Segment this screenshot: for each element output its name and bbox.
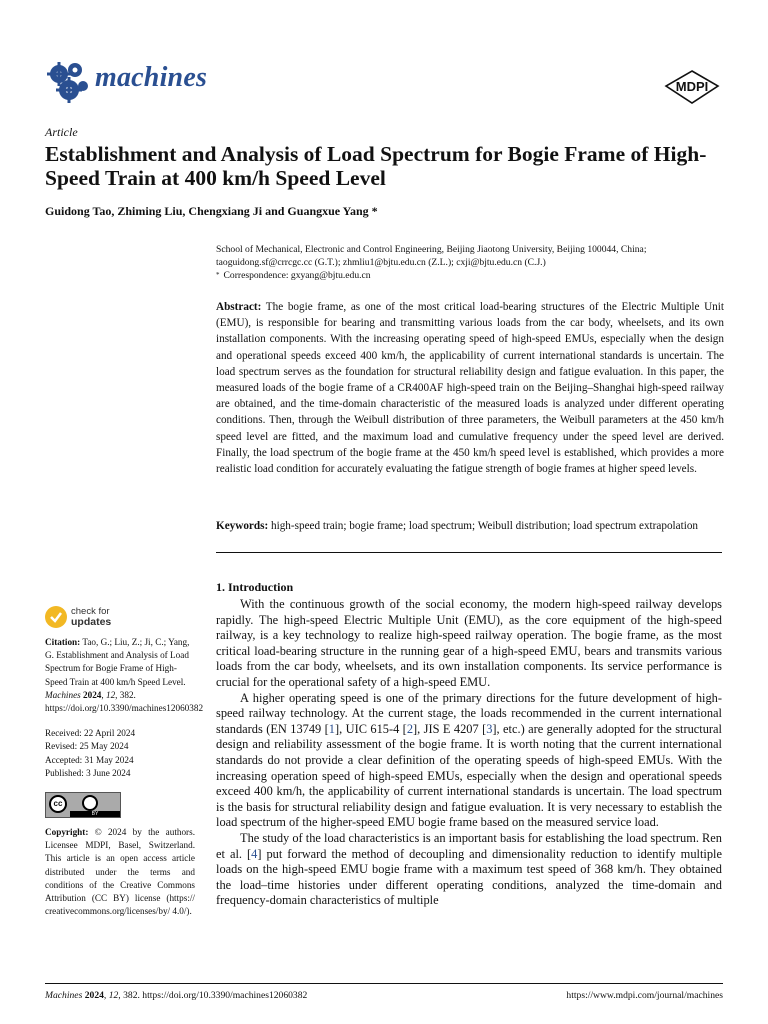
reference-link[interactable]: 1	[328, 721, 335, 736]
date-published: Published: 3 June 2024	[45, 767, 131, 778]
footer-citation: Machines 2024, 12, 382. https://doi.org/10.3390/machines12060382	[45, 990, 308, 1001]
paragraph: The study of the load characteristics is an important basis for establishing the load spectrum. Ren et al. [4] put forward the method of decoupling and dimensionality reduction to identify multiple loads on the high-speed EMU bogie frame with a maximum test speed of 368 km/h. They obtained the load–time histories under different operating conditions, analyzed the time-domain and frequency-domain characteristics of multiple	[216, 830, 722, 908]
copyright-notice: Copyright: © 2024 by the authors. Licensee MDPI, Basel, Switzerland. This article is an open access article distributed under the terms and conditions of the Creative Commons Attribution (CC BY) license (https:// creativecommons.org/licenses/by/ 4.0/).	[45, 827, 195, 917]
section-divider	[216, 552, 722, 553]
abstract	[216, 299, 724, 477]
check-updates-line1: check for	[71, 606, 110, 617]
check-for-updates-button[interactable]	[45, 606, 145, 636]
footer-journal-url[interactable]: https://www.mdpi.com/journal/machines	[566, 990, 723, 1001]
date-revised: Revised: 25 May 2024	[45, 741, 129, 752]
date-received: Received: 22 April 2024	[45, 728, 136, 739]
cc-icon: cc	[49, 795, 67, 813]
abstract-label: Abstract:	[216, 301, 262, 313]
journal-name: machines	[95, 62, 208, 93]
reference-link[interactable]: 4	[251, 846, 258, 861]
article-title: Establishment and Analysis of Load Spectrum for Bogie Frame of High-Speed Train at 400 km/h Speed Level	[45, 142, 707, 190]
article-info-sidebar	[45, 636, 204, 918]
footer-divider	[45, 983, 723, 984]
paragraph: A higher operating speed is one of the primary directions for the future development of high-speed railway technology. At the current stage, the loads recommended in the current international standards (EN 13749 [1], UIC 615-4 [2], JIS E 4207 [3], etc.) are generally adopted for the structural design and reliability assessment of the bogie frame. It is worth noting that the current international standards do not provide a clear definition of the operating speeds of high-speed EMUs. With the increasing operation speed of high-speed EMUs, especially when the design and operational speeds exceed 400 km/h, the applicability of current international standards is uncertain. The load spectrum is the basis for structural reliability design and fatigue evaluation. It is very necessary to establish the load spectrum of the higher-speed EMU bogie frame based on the measured service load.	[216, 690, 722, 830]
affiliation-text: School of Mechanical, Electronic and Control Engineering, Beijing Jiaotong University, Beijing 100044, China; taoguidong.sf@crrcgc.cc (G.T.); zhmliu1@bjtu.edu.cn (Z.L.); cxji@bjtu.edu.cn (C.J.)	[216, 244, 647, 268]
section-heading: 1. Introduction	[216, 580, 294, 594]
gears-icon	[45, 58, 91, 104]
author-list: Guidong Tao, Zhiming Liu, Chengxiang Ji and Guangxue Yang *	[45, 204, 378, 218]
check-updates-line2: updates	[71, 616, 112, 628]
article-type: Article	[45, 125, 78, 139]
publication-dates	[45, 727, 195, 780]
keywords	[216, 518, 724, 534]
reference-link[interactable]: 2	[406, 721, 414, 736]
intro-body	[216, 597, 722, 909]
abstract-text: The bogie frame, as one of the most critical load-bearing structures of the Electric Multiple Unit (EMU), is responsible for bearing and transmitting various loads from the car body, wheelsets, and its own installation components. With the increasing operating speed of high-speed EMUs, especially when the design and operational speeds exceed 400 km/h, the applicability of current international standards is uncertain. The load spectrum serves as the foundation for structural reliability design and fatigue evaluation. In this paper, the measured loads of the bogie frame of a CR400AF high-speed train on the Beijing–Shanghai high-speed railway are obtained, and the time-domain characteristic of the measured loads is analyzed under different operating conditions. Then, through the Weibull distribution of three parameters, the Weibull parameters at the 450 km/h speed level are fitted, and the maximum load and cumulative frequency under the speed level are derived. Finally, the load spectrum of the bogie frame at the 450 km/h speed level is established, which provides a more realistic load condition for accurately evaluating the fatigue strength of bogie frames at higher speed levels.	[216, 301, 724, 476]
keywords-label: Keywords:	[216, 520, 269, 532]
correspondence	[216, 269, 726, 282]
mdpi-logo-icon	[664, 70, 720, 104]
citation: Citation: Tao, G.; Liu, Z.; Ji, C.; Yang, G. Establishment and Analysis of Load Spectrum for Bogie Frame of High-Speed Train at 400 km/h Speed Level. Machines 2024, 12, 382. https://doi.org/10.3390/machines12060382	[45, 637, 204, 714]
affiliations	[216, 243, 726, 282]
by-label: BY	[70, 811, 120, 817]
by-person-icon	[82, 795, 98, 811]
publisher-logo-text: MDPI	[675, 79, 709, 94]
keywords-text: high-speed train; bogie frame; load spectrum; Weibull distribution; load spectrum extrapolation	[271, 520, 699, 532]
cc-by-license-icon[interactable]	[45, 792, 121, 818]
correspondence-mark: *	[216, 271, 220, 279]
date-accepted: Accepted: 31 May 2024	[45, 754, 134, 765]
correspondence-text: Correspondence: gxyang@bjtu.edu.cn	[223, 270, 371, 281]
check-updates-icon	[45, 606, 67, 628]
reference-link[interactable]: 3	[486, 721, 493, 736]
paragraph: With the continuous growth of the social economy, the modern high-speed railway develops rapidly. The high-speed Electric Multiple Unit (EMU), as the core equipment of the high-speed railway, is a key technology to realize high-speed railway operation. The bogie frame, as the most critical load-bearing structure in the running gear of a high-speed EMU, bears and transmits various loads from the car body, wheelsets, and its own installation components. Its service performance is crucial for the operational safety of a high-speed EMU.	[216, 597, 722, 689]
